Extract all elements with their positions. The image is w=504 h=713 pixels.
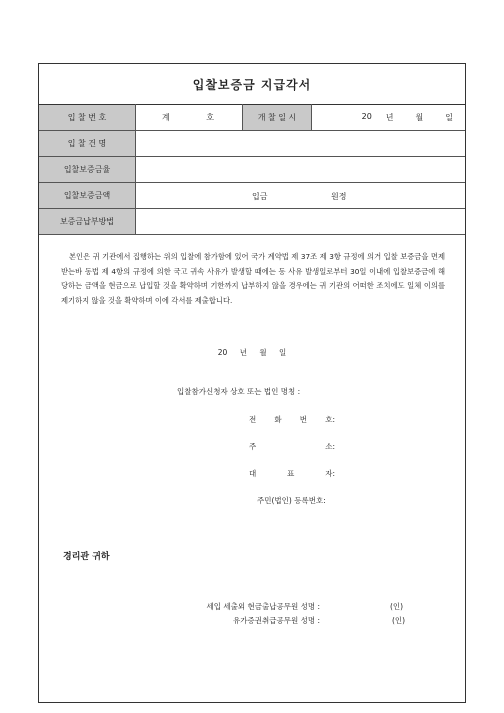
applicant-label: 입찰참가신청자 상호 또는 법인 명칭 : — [177, 387, 301, 396]
addressee: 경리관 귀하 — [63, 552, 110, 562]
securities-officer-seal: (인) — [392, 616, 406, 625]
pledge-text: 본인은 귀 기관에서 집행하는 위의 입찰에 참가함에 있어 국가 계약법 제 37조 제 3항 규정에 의거 입찰 보증금을 면제받는바 동법 제 4항의 규정에 의한 국고 귀속 사유가 발생할 때에는 동 사유 발생일로부터 30일 이내에 입찰보증금에 해당하는 금액을 현금으로 납입할 것을 확약하며 기한까지 납부하지 않을 경우에는 귀 기관의 어떠한 조치에도 일체 이의를 제기하지 않을 것을 확약하며 이에 각서를 제출합니다. — [61, 252, 445, 305]
open-date-label: 개 찰 일 시 — [243, 105, 312, 131]
table-row — [39, 105, 465, 131]
pledge-paragraph — [61, 250, 445, 308]
address-field — [249, 441, 335, 452]
bid-number-right: 호 — [206, 113, 214, 122]
open-date-month-unit: 월 — [415, 113, 424, 122]
securities-officer-signature — [144, 615, 405, 626]
deposit-rate-cell[interactable] — [136, 157, 466, 183]
cash-officer-signature — [144, 601, 403, 612]
table-row — [39, 183, 465, 209]
open-date-year-unit: 년 — [385, 113, 394, 122]
phone-label: 전 화 번 호: — [249, 415, 335, 424]
submission-date: 20 년 월 일 — [217, 348, 287, 357]
open-date-cell[interactable] — [312, 105, 466, 131]
deposit-amount-label: 입찰보증금액 — [39, 183, 136, 209]
amount-suffix: 원정 — [331, 192, 347, 201]
case-name-cell[interactable] — [136, 131, 466, 157]
bid-info-table — [39, 104, 465, 235]
amount-prefix: 입금 — [252, 192, 268, 201]
table-row — [39, 157, 465, 183]
cash-officer-seal: (인) — [390, 602, 404, 611]
securities-officer-label: 유가증권취급공무원 성명 : — [233, 616, 320, 625]
bid-number-cell[interactable] — [136, 105, 243, 131]
cash-officer-label: 세입 세출외 현금출납공무원 성명 : — [206, 602, 320, 611]
address-label: 주 소: — [249, 442, 335, 451]
open-date-day-unit: 일 — [445, 113, 453, 122]
representative-field — [249, 468, 335, 479]
representative-label: 대 표 자: — [249, 469, 335, 478]
memorandum-form — [38, 63, 466, 703]
reg-no-label: 주민(법인) 등록번호: — [257, 496, 326, 505]
open-date-year: 20 — [361, 112, 372, 121]
reg-no-field — [257, 495, 326, 506]
case-name-label: 입 찰 건 명 — [39, 131, 136, 157]
table-row — [39, 131, 465, 157]
deposit-amount-cell[interactable] — [136, 183, 466, 209]
table-row — [39, 209, 465, 235]
phone-field — [249, 414, 335, 425]
payment-method-label: 보증금납부방법 — [39, 209, 136, 235]
payment-method-cell[interactable] — [136, 209, 466, 235]
bid-number-label: 입 찰 번 호 — [39, 105, 136, 131]
deposit-rate-label: 입찰보증금율 — [39, 157, 136, 183]
bid-number-left: 계 — [162, 113, 170, 122]
document-title: 입찰보증금 지급각서 — [192, 78, 312, 92]
